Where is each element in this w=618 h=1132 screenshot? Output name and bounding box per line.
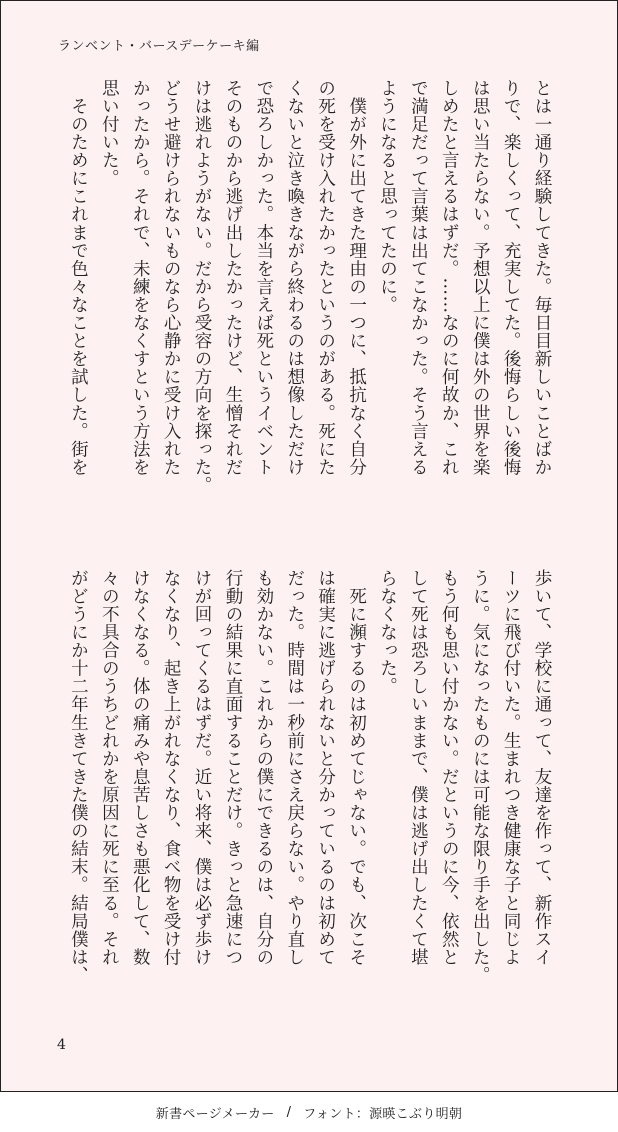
upper-text-block: [62, 79, 557, 519]
text-line: もう何も思い付かない。だというのに今、依然と: [439, 569, 460, 967]
text-line: で恐ろしかった。本当を言えば死というイベント: [253, 79, 274, 477]
text-line: 思い付いた。: [99, 79, 120, 188]
page-number: 4: [57, 1037, 66, 1053]
text-line: の死を受け入れたかったというのがある。死にた: [315, 79, 336, 477]
text-line: ーツに飛び付いた。生まれつき健康な子と同じよ: [501, 569, 522, 967]
text-line: けは逃れようがない。だから受容の方向を探った。: [192, 79, 213, 495]
text-line: りで、楽しくって、充実してた。後悔らしい後悔: [501, 79, 522, 477]
text-line: 死に瀕するのは初めてじゃない。でも、次こそ: [346, 569, 367, 967]
text-line: かったから。それで、未練をなくすという方法を: [130, 79, 151, 477]
text-line: うに。気になったものには可能な限り手を出した。: [470, 569, 491, 985]
text-line: ようになると思ってたのに。: [377, 79, 398, 314]
text-line: 歩いて、学校に通って、友達を作って、新作スイ: [532, 569, 552, 967]
footer-font-credit: フォント：源暎こぶり明朝: [303, 1106, 463, 1122]
text-line: けが回ってくるはずだ。近い将来、僕は必ず歩け: [192, 569, 213, 967]
text-line: らなくなった。: [377, 569, 398, 696]
text-line: がどうにか十二年生きてきた僕の結末。結局僕は、: [68, 569, 89, 985]
text-line: けなくなる。体の痛みや息苦しさも悪化して、数: [130, 569, 151, 967]
text-line: で満足だって言葉は出てこなかった。そう言える: [408, 79, 429, 477]
footer-credit: [0, 1092, 618, 1132]
text-line: だった。時間は一秒前にさえ戻らない。やり直し: [284, 569, 305, 967]
text-line: は確実に逃げられないと分かっているのは初めて: [315, 569, 336, 967]
running-header: ランベント・バースデーケーキ編: [58, 39, 260, 54]
text-line: 行動の結果に直面することだけ。きっと急速につ: [222, 569, 243, 967]
text-line: 僕が外に出てきた理由の一つに、抵抗なく自分: [346, 79, 367, 477]
text-line: くないと泣き喚きながら終わるのは想像しただけ: [284, 79, 305, 477]
text-line: なくなり、起き上がれなくなり、食べ物を受け付: [161, 569, 182, 967]
text-line: そのものから逃げ出したかったけど、生憎それだ: [222, 79, 243, 477]
text-line: も効かない。これからの僕にできるのは、自分の: [253, 569, 274, 967]
text-line: そのためにこれまで色々なことを試した。街を: [68, 79, 89, 477]
footer-app-name: 新書ページメーカー: [155, 1106, 275, 1122]
lower-text-block: [62, 569, 557, 1009]
footer-separator: /: [286, 1104, 292, 1120]
text-line: は思い当たらない。予想以上に僕は外の世界を楽: [470, 79, 491, 477]
text-line: 々の不具合のうちどれかを原因に死に至る。それ: [99, 569, 120, 967]
text-line: どうせ避けられないものなら心静かに受け入れた: [161, 79, 182, 477]
text-line: して死は恐ろしいままで、僕は逃げ出したくて堪: [408, 569, 429, 967]
text-line: とは一通り経験してきた。毎日目新しいことばか: [532, 79, 552, 477]
text-line: しめたと言えるはずだ。……なのに何故か、これ: [439, 79, 460, 477]
